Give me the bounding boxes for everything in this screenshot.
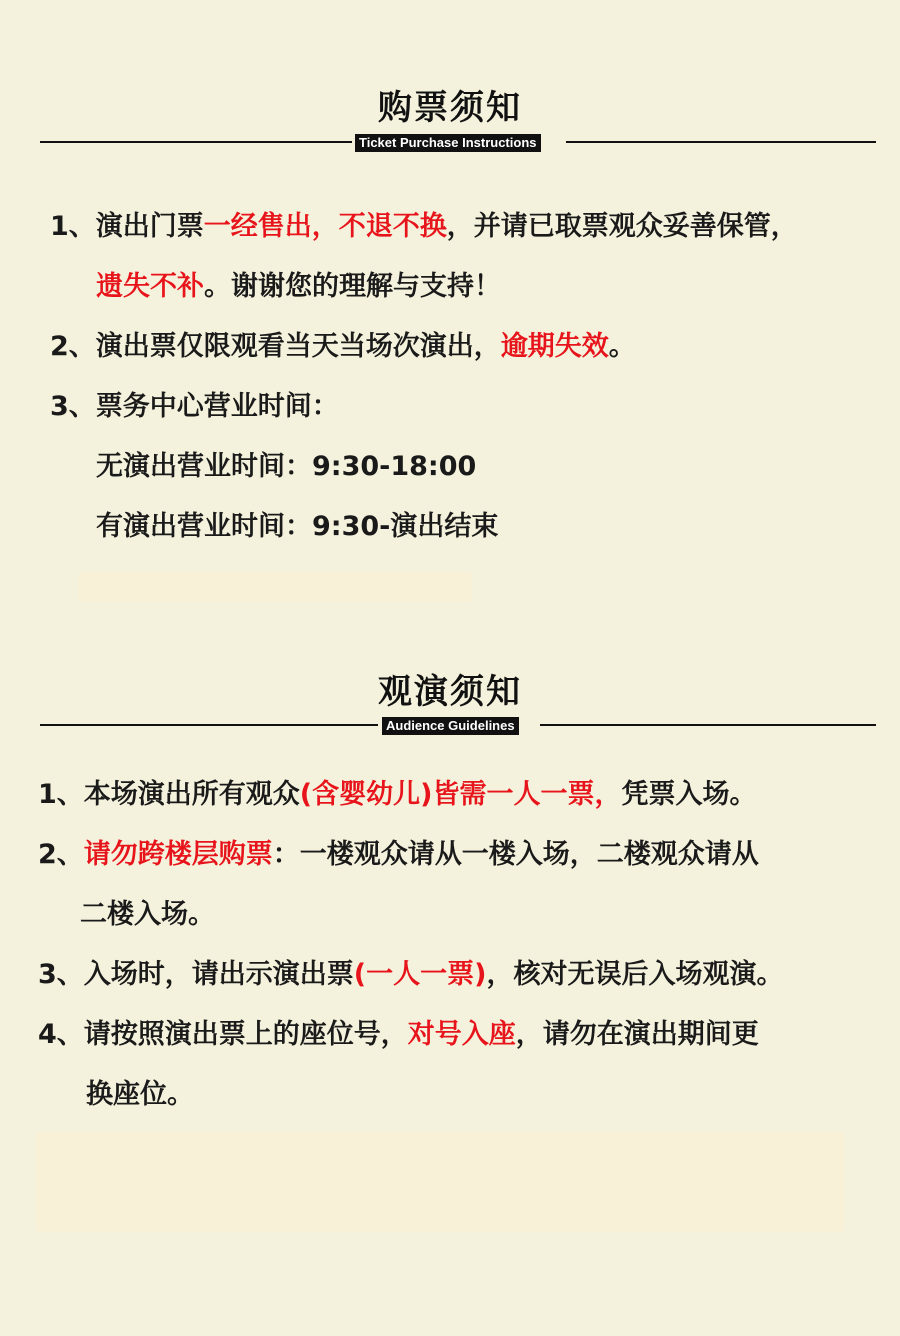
ticket-title-rule-left — [40, 141, 352, 143]
ticket-item-1-highlight: 一经售出，不退不换 — [203, 211, 447, 242]
ticket-item-1-highlight-2: 遗失不补 — [96, 271, 204, 302]
audience-item-2-text-b: ：一楼观众请从一楼入场，二楼观众请从 — [272, 839, 759, 870]
ticket-item-2-text-a: 2、演出票仅限观看当天当场次演出， — [50, 331, 501, 362]
ticket-item-1-line-1 — [50, 210, 798, 244]
ticket-item-1-text-b: ，并请已取票观众妥善保管， — [446, 211, 798, 242]
ticket-item-3-line-1: 3、票务中心营业时间： — [50, 391, 339, 422]
audience-title-rule-right — [540, 724, 876, 726]
audience-title-rule-left — [40, 724, 378, 726]
audience-item-1-text-b: 凭票入场。 — [621, 779, 757, 810]
ticket-item-2-text-b: 。 — [608, 331, 636, 362]
ticket-item-2-line-1 — [50, 330, 636, 364]
ticket-section-subtitle: Ticket Purchase Instructions — [355, 134, 541, 152]
ticket-item-3-hours-show: 有演出营业时间：9:30-演出结束 — [96, 511, 499, 542]
audience-item-3-highlight: (一人一票) — [353, 959, 487, 990]
audience-item-2-text-a: 2、 — [38, 839, 84, 870]
audience-item-3-text-a: 3、入场时，请出示演出票 — [38, 959, 354, 990]
audience-section-title: 观演须知 — [378, 672, 522, 712]
ticket-blank-panel — [78, 572, 472, 602]
audience-item-1-highlight: (含婴幼儿)皆需一人一票， — [299, 779, 622, 810]
audience-item-2-highlight: 请勿跨楼层购票 — [83, 839, 273, 870]
audience-item-4-line-2: 换座位。 — [86, 1079, 194, 1110]
audience-item-4-line-1 — [38, 1018, 759, 1052]
ticket-item-3-hours-no-show: 无演出营业时间：9:30-18:00 — [96, 451, 477, 482]
ticket-item-1-text-c: 。谢谢您的理解与支持！ — [204, 271, 501, 302]
audience-blank-panel — [36, 1132, 844, 1232]
audience-item-4-highlight: 对号入座 — [407, 1019, 516, 1050]
audience-item-1-text-a: 1、本场演出所有观众 — [38, 779, 300, 810]
ticket-section-title: 购票须知 — [378, 88, 522, 128]
ticket-item-1-line-2 — [96, 270, 501, 304]
audience-item-3-line-1 — [38, 958, 783, 992]
audience-item-1-line-1 — [38, 778, 756, 812]
audience-item-4-text-a: 4、请按照演出票上的座位号， — [38, 1019, 408, 1050]
audience-item-4-text-b: ，请勿在演出期间更 — [515, 1019, 759, 1050]
ticket-title-rule-right — [566, 141, 876, 143]
audience-section-subtitle: Audience Guidelines — [382, 717, 519, 735]
audience-item-2-line-1 — [38, 838, 759, 872]
audience-item-2-line-2: 二楼入场。 — [80, 899, 215, 930]
ticket-item-1-text-a: 1、演出门票 — [50, 211, 204, 242]
audience-item-3-text-b: ，核对无误后入场观演。 — [486, 959, 784, 990]
ticket-item-2-highlight: 逾期失效 — [500, 331, 609, 362]
